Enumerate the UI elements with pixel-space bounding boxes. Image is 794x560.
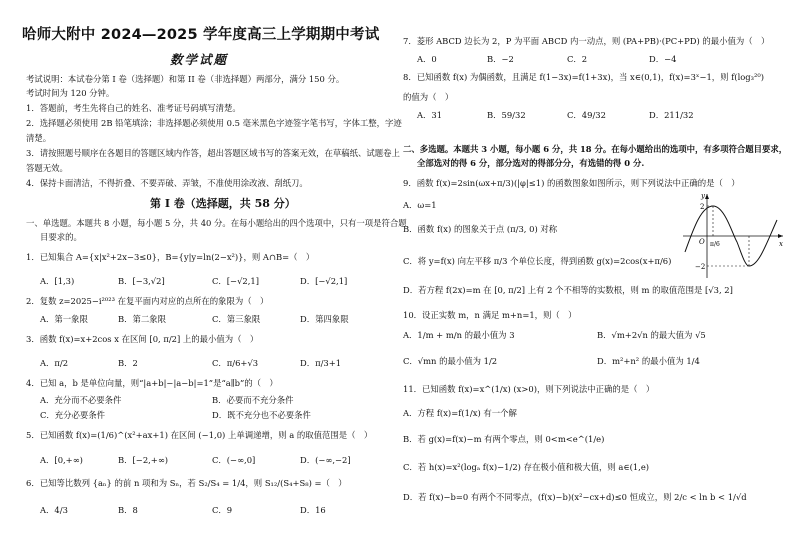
- option-a: A．第一象限: [40, 314, 88, 324]
- question-stem: 10．设正实数 m，n 满足 m+n=1，则（ ）: [403, 310, 577, 320]
- option-c: C．[−√2,1]: [212, 276, 259, 286]
- tick-label: π/6: [710, 241, 720, 248]
- origin-label: O: [699, 238, 705, 246]
- section-intro: 目要求的。: [40, 232, 82, 242]
- option-b: B．函数 f(x) 的图象关于点 (π/3, 0) 对称: [403, 224, 558, 234]
- option-a: A．方程 f(x)=f(1/x) 有一个解: [403, 408, 517, 418]
- option-c: C．√mn 的最小值为 1/2: [403, 356, 498, 366]
- option-d: D．211/32: [649, 110, 694, 120]
- notice-item: 答题无效。: [26, 163, 68, 173]
- section-intro: 全部选对的得 6 分，部分选对的得部分分，有选错的得 0 分.: [417, 158, 645, 168]
- option-c: C．2: [567, 54, 588, 64]
- option-c: C．第三象限: [212, 314, 261, 324]
- question-stem: 1．已知集合 A={x|x²+2x−3≤0}，B={y|y=ln(2−x²)}，则 A∩B=（ ）: [26, 252, 315, 262]
- question-stem: 6．已知等比数列 {aₙ} 的前 n 项和为 Sₙ，若 S₂/S₄ = 1/4，则 S₁₂/(S₄+S₈) =（ ）: [26, 478, 347, 488]
- option-a: A．1/m + m/n 的最小值为 3: [403, 330, 515, 340]
- notice-item: 2．选择题必须使用 2B 铅笔填涂；非选择题必须使用 0.5 毫米黑色字迹签字笔书写，字体工整，字迹: [26, 118, 402, 128]
- question-stem: 2．复数 z=2025−i²⁰²³ 在复平面内对应的点所在的象限为（ ）: [26, 296, 269, 306]
- option-b: B．必要而不充分条件: [212, 395, 294, 405]
- option-c: C．(−∞,0]: [212, 455, 256, 465]
- option-b: B．2: [118, 358, 138, 368]
- option-a: A．31: [417, 110, 443, 120]
- notice-item: 清楚。: [26, 133, 52, 143]
- question-stem: 的值为（ ）: [403, 92, 454, 102]
- option-c: C．将 y=f(x) 向左平移 π/3 个单位长度，得到函数 g(x)=2cos(x+π/6): [403, 256, 672, 266]
- option-d: D．π/3+1: [300, 358, 342, 368]
- function-graph: [679, 190, 789, 280]
- option-a: A．ω=1: [403, 200, 437, 210]
- option-b: B．[−2,+∞): [118, 455, 169, 465]
- notice-line: 考试时间为 120 分钟。: [26, 88, 115, 98]
- option-c: C．若 h(x)=x²(logₐ f(x)−1/2) 存在极小值和极大值，则 a∈(1,e): [403, 462, 650, 472]
- y-bottom-label: −2: [695, 263, 706, 271]
- option-b: B．√m+2√n 的最大值为 √5: [597, 330, 706, 340]
- notice-item: 3．请按照题号顺序在各题目的答题区域内作答，超出答题区域书写的答案无效，在草稿纸、试题卷上: [26, 148, 400, 158]
- y-top-label: 2: [700, 203, 705, 211]
- question-stem: 9．函数 f(x)=2sin(ωx+π/3)(|φ|≤1) 的函数图象如图所示，则下列说法中正确的是（ ）: [403, 178, 740, 188]
- option-d: D．16: [300, 505, 326, 515]
- option-b: B．若 g(x)=f(x)−m 有两个零点，则 0<m<e^(1/e): [403, 434, 605, 444]
- option-a: A．π/2: [40, 358, 69, 368]
- option-a: A．[0,+∞): [40, 455, 83, 465]
- option-d: D．若 f(x)−b=0 有两个不同零点，(f(x)−b)(x²−cx+d)≤0 恒成立，则 2/c < ln b < 1/√d: [403, 492, 747, 502]
- right-column: [397, 0, 794, 560]
- section-intro: 二、多选题。本题共 3 小题，每小题 6 分，共 18 分。在每小题给出的选项中，有多项符合题目要求，: [403, 144, 788, 154]
- option-b: B．第二象限: [118, 314, 167, 324]
- option-d: D．[−√2,1]: [300, 276, 348, 286]
- option-a: A．0: [417, 54, 437, 64]
- subject-title: 数学试题: [170, 52, 229, 67]
- question-stem: 8．已知函数 f(x) 为偶函数，且满足 f(1−3x)=f(1+3x)，当 x∈(0,1)，f(x)=3ˣ−1，则 f(log₃²⁰): [403, 72, 764, 82]
- option-a: A．[1,3): [40, 276, 75, 286]
- notice-item: 4．保持卡面清洁，不得折叠、不要弄破、弄皱，不准使用涂改液、刮纸刀。: [26, 178, 308, 188]
- option-b: B．59/32: [487, 110, 526, 120]
- option-d: D．−4: [649, 54, 677, 64]
- option-c: C．49/32: [567, 110, 606, 120]
- x-axis-label: x: [779, 240, 783, 248]
- question-stem: 5．已知函数 f(x)=(1/6)^(x²+ax+1) 在区间 (−1,0) 上单调递增，则 a 的取值范围是（ ）: [26, 430, 373, 440]
- option-a: A．4/3: [40, 505, 68, 515]
- option-d: D．第四象限: [300, 314, 349, 324]
- option-a: A．充分而不必要条件: [40, 395, 122, 405]
- option-d: D．(−∞,−2]: [300, 455, 351, 465]
- option-b: B．−2: [487, 54, 514, 64]
- option-c: C．9: [212, 505, 233, 515]
- option-d: D．既不充分也不必要条件: [212, 410, 311, 420]
- section-intro: 一、单选题。本题共 8 小题，每小题 5 分，共 40 分。在每小题给出的四个选项中，只有一项是符合题: [26, 218, 407, 228]
- option-d: D．若方程 f(2x)=m 在 [0, π/2] 上有 2 个不相等的实数根，则 m 的取值范围是 [√3, 2]: [403, 285, 733, 295]
- section-title: 第 I 卷（选择题，共 58 分）: [150, 197, 296, 210]
- option-b: B．[−3,√2]: [118, 276, 165, 286]
- option-d: D．m²+n² 的最小值为 1/4: [597, 356, 700, 366]
- page-title: 哈师大附中 2024—2025 学年度高三上学期期中考试: [22, 27, 380, 43]
- question-stem: 4．已知 a，b 是单位向量，则“|a+b|−|a−b|=1”是“a∥b”的（ ）: [26, 378, 278, 388]
- y-axis-label: y: [701, 192, 705, 200]
- question-stem: 7．菱形 ABCD 边长为 2，P 为平面 ABCD 内一动点，则 (PA+PB)·(PC+PD) 的最小值为（ ）: [403, 36, 770, 46]
- option-c: C．π/6+√3: [212, 358, 259, 368]
- notice-line: 考试说明：本试卷分第 I 卷（选择题）和第 II 卷（非选择题）两部分，满分 150 分。: [26, 74, 345, 84]
- option-c: C．充分必要条件: [40, 410, 106, 420]
- option-b: B．8: [118, 505, 138, 515]
- question-stem: 11．已知函数 f(x)=x^(1/x) (x>0)，则下列说法中正确的是（ ）: [403, 384, 655, 394]
- notice-item: 1．答题前，考生先将自己的姓名、准考证号码填写清楚。: [26, 103, 241, 113]
- question-stem: 3．函数 f(x)=x+2cos x 在区间 [0, π/2] 上的最小值为（ ）: [26, 334, 259, 344]
